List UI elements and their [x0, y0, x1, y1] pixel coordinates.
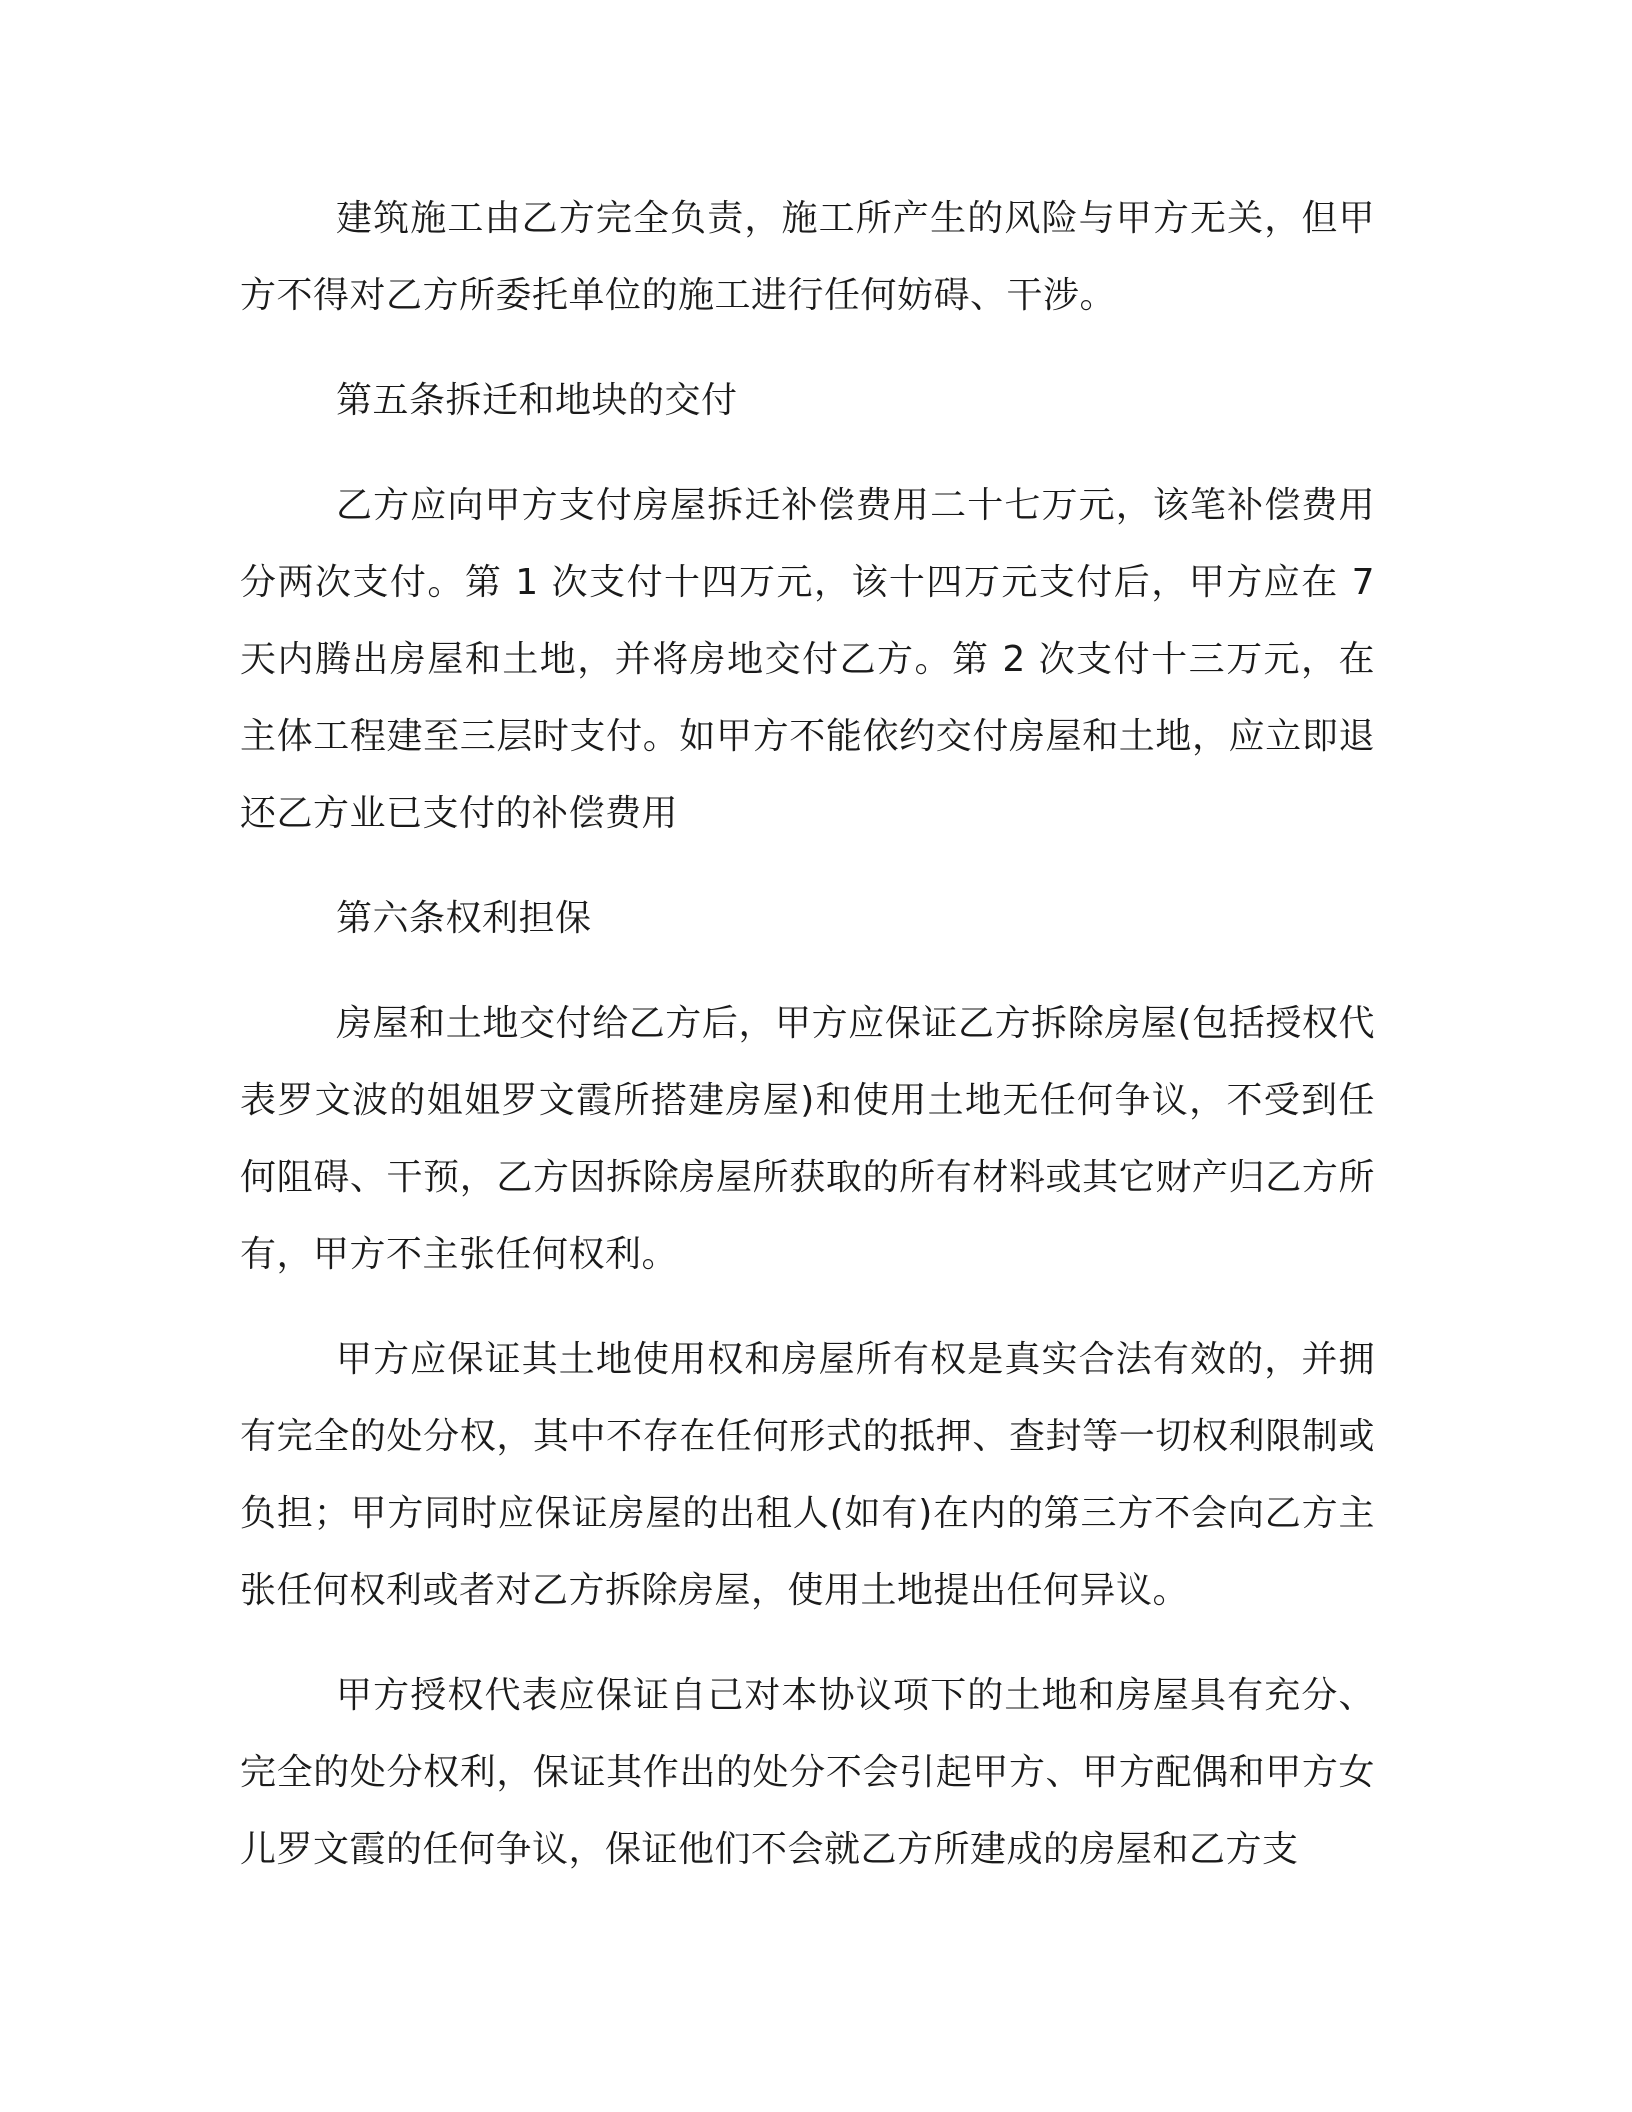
paragraph-land-rights-guarantee: 甲方应保证其土地使用权和房屋所有权是真实合法有效的，并拥有完全的处分权，其中不存在任何形式的抵押、查封等一切权利限制或负担；甲方同时应保证房屋的出租人(如有)在内的第三方不会向乙方主张任何权利或者对乙方拆除房屋，使用土地提出任何异议。 — [240, 1339, 1375, 1611]
document-body — [240, 180, 1375, 1916]
heading-article-6: 第六条权利担保 — [336, 898, 592, 939]
paragraph-representative-guarantee: 甲方授权代表应保证自己对本协议项下的土地和房屋具有充分、完全的处分权利，保证其作出的处分不会引起甲方、甲方配偶和甲方女儿罗文霞的任何争议，保证他们不会就乙方所建成的房屋和乙方支 — [240, 1675, 1375, 1870]
paragraph-demolition-guarantee: 房屋和土地交付给乙方后，甲方应保证乙方拆除房屋(包括授权代表罗文波的姐姐罗文霞所搭建房屋)和使用土地无任何争议，不受到任何阻碍、干预，乙方因拆除房屋所获取的所有材料或其它财产归乙方所有，甲方不主张任何权利。 — [240, 1003, 1375, 1275]
paragraph-construction-responsibility: 建筑施工由乙方完全负责，施工所产生的风险与甲方无关，但甲方不得对乙方所委托单位的施工进行任何妨碍、干涉。 — [240, 198, 1375, 316]
heading-article-5: 第五条拆迁和地块的交付 — [336, 380, 738, 421]
paragraph-compensation-payment: 乙方应向甲方支付房屋拆迁补偿费用二十七万元，该笔补偿费用分两次支付。第 1 次支付十四万元，该十四万元支付后，甲方应在 7 天内腾出房屋和土地，并将房地交付乙方。第 2 次支付十三万元，在主体工程建至三层时支付。如甲方不能依约交付房屋和土地，应立即退还乙方业已支付的补偿费用 — [240, 485, 1375, 834]
